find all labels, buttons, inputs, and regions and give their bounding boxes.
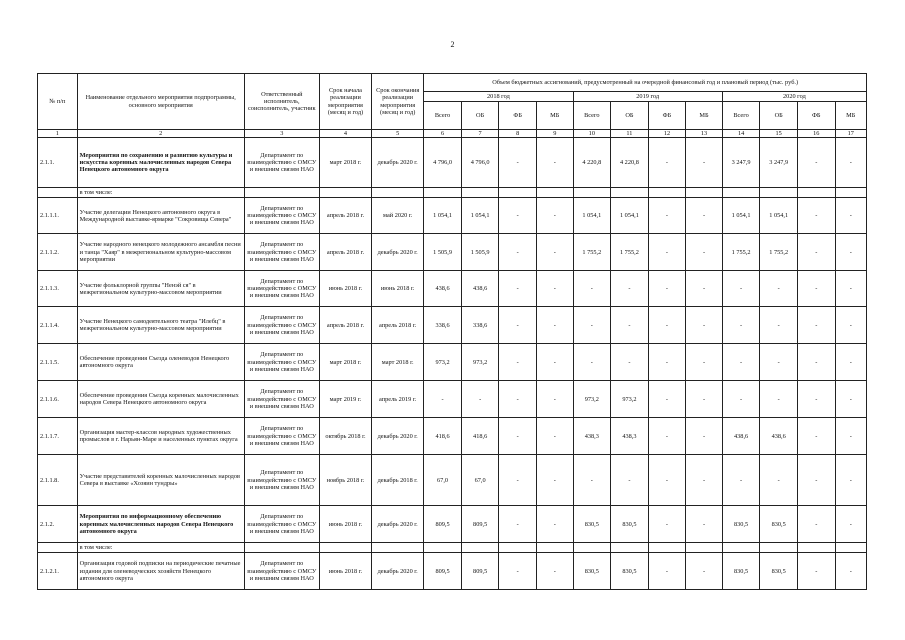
amount-cell: 830,5 <box>611 553 649 590</box>
column-number: 5 <box>372 130 424 138</box>
row-name: Участие народного ненецкого молодежного ансамбля песни и танца "Хаяр" в межрегиональном культурно-массовом мероприятии <box>77 234 244 271</box>
amount-cell: - <box>797 234 835 271</box>
table-row <box>38 506 867 543</box>
column-number: 3 <box>244 130 319 138</box>
table-row <box>38 455 867 506</box>
amount-cell: - <box>648 344 686 381</box>
row-start: июнь 2018 г. <box>319 553 371 590</box>
row-name: Мероприятия по сохранению и развитию культуры и искусства коренных малочисленных народов Севера Ненецкого автономного округа <box>77 138 244 188</box>
row-number: 2.1.1.8. <box>38 455 78 506</box>
empty-cell <box>537 543 574 553</box>
amount-cell: 3 247,9 <box>760 138 798 188</box>
row-number: 2.1.1.4. <box>38 307 78 344</box>
row-responsible: Департамент по взаимодействию с ОМСУ и внешним связям НАО <box>244 344 319 381</box>
amount-cell: - <box>835 418 866 455</box>
amount-cell: 438,3 <box>573 418 611 455</box>
row-responsible: Департамент по взаимодействию с ОМСУ и внешним связям НАО <box>244 198 319 234</box>
empty-cell <box>461 543 499 553</box>
row-start: ноябрь 2018 г. <box>319 455 371 506</box>
row-number: 2.1.1.2. <box>38 234 78 271</box>
amount-cell: - <box>499 271 537 307</box>
row-number: 2.1.1. <box>38 138 78 188</box>
amount-cell: 4 796,0 <box>424 138 462 188</box>
empty-cell <box>573 543 611 553</box>
amount-cell: - <box>760 381 798 418</box>
empty-cell <box>686 188 723 198</box>
amount-cell: - <box>537 418 574 455</box>
row-number: 2.1.1.6. <box>38 381 78 418</box>
amount-cell: - <box>499 506 537 543</box>
subheading-row <box>38 543 867 553</box>
amount-cell: - <box>835 138 866 188</box>
table-row <box>38 271 867 307</box>
subheading-label: в том числе: <box>77 543 244 553</box>
column-number: 15 <box>760 130 798 138</box>
row-responsible: Департамент по взаимодействию с ОМСУ и внешним связям НАО <box>244 307 319 344</box>
amount-cell: 830,5 <box>722 553 760 590</box>
subheading-row <box>38 188 867 198</box>
header-end: Срок окончания реализации мероприятия (месяц и год) <box>372 74 424 130</box>
amount-cell: - <box>537 234 574 271</box>
column-number: 14 <box>722 130 760 138</box>
amount-cell: 809,5 <box>424 506 462 543</box>
header-subcol: ОБ <box>461 102 499 130</box>
table-row <box>38 553 867 590</box>
budget-table <box>37 73 867 590</box>
amount-cell: - <box>648 271 686 307</box>
amount-cell: - <box>686 307 723 344</box>
empty-cell <box>372 543 424 553</box>
header-subcol: ФБ <box>648 102 686 130</box>
column-number: 8 <box>499 130 537 138</box>
amount-cell: - <box>573 455 611 506</box>
empty-cell <box>424 543 462 553</box>
amount-cell: - <box>797 553 835 590</box>
amount-cell: - <box>686 455 723 506</box>
amount-cell: - <box>499 307 537 344</box>
amount-cell: 438,6 <box>760 418 798 455</box>
column-number: 10 <box>573 130 611 138</box>
amount-cell: - <box>835 553 866 590</box>
table-row <box>38 307 867 344</box>
header-responsible: Ответственный исполнитель, соисполнитель, участник <box>244 74 319 130</box>
table-row <box>38 344 867 381</box>
empty-cell <box>38 543 78 553</box>
amount-cell: - <box>797 418 835 455</box>
amount-cell: 438,6 <box>722 418 760 455</box>
row-number: 2.1.1.7. <box>38 418 78 455</box>
row-number: 2.1.1.5. <box>38 344 78 381</box>
amount-cell: - <box>537 455 574 506</box>
amount-cell: 3 247,9 <box>722 138 760 188</box>
empty-cell <box>648 188 686 198</box>
header-subcol: МБ <box>686 102 723 130</box>
amount-cell: - <box>648 198 686 234</box>
amount-cell: - <box>648 418 686 455</box>
amount-cell: 973,2 <box>611 381 649 418</box>
empty-cell <box>611 188 649 198</box>
empty-cell <box>722 188 760 198</box>
amount-cell: 418,6 <box>424 418 462 455</box>
empty-cell <box>424 188 462 198</box>
amount-cell: - <box>573 271 611 307</box>
amount-cell: - <box>686 234 723 271</box>
row-responsible: Департамент по взаимодействию с ОМСУ и внешним связям НАО <box>244 234 319 271</box>
amount-cell: - <box>835 344 866 381</box>
row-responsible: Департамент по взаимодействию с ОМСУ и внешним связям НАО <box>244 381 319 418</box>
amount-cell: - <box>648 307 686 344</box>
row-name: Участие делегации Ненецкого автономного округа в Международной выставке-ярмарке "Сокровища Севера" <box>77 198 244 234</box>
column-number: 13 <box>686 130 723 138</box>
header-name: Наименование отдельного мероприятия подпрограммы, основного мероприятия <box>77 74 244 130</box>
empty-cell <box>797 543 835 553</box>
amount-cell: - <box>424 381 462 418</box>
empty-cell <box>499 543 537 553</box>
amount-cell: - <box>537 553 574 590</box>
amount-cell: - <box>499 381 537 418</box>
row-end: декабрь 2020 г. <box>372 553 424 590</box>
table-row <box>38 234 867 271</box>
header-subcol: МБ <box>835 102 866 130</box>
row-number: 2.1.1.3. <box>38 271 78 307</box>
empty-cell <box>760 543 798 553</box>
row-start: июнь 2018 г. <box>319 271 371 307</box>
row-end: апрель 2018 г. <box>372 307 424 344</box>
amount-cell: 830,5 <box>722 506 760 543</box>
header-subcol: Всего <box>573 102 611 130</box>
amount-cell: 4 220,8 <box>573 138 611 188</box>
row-name: Участие Ненецкого самодеятельного театра "Илебц" в межрегиональном культурно-массовом мероприятии <box>77 307 244 344</box>
row-start: июнь 2018 г. <box>319 506 371 543</box>
amount-cell: - <box>835 198 866 234</box>
amount-cell: 418,6 <box>461 418 499 455</box>
empty-cell <box>760 188 798 198</box>
row-number: 2.1.2. <box>38 506 78 543</box>
amount-cell: - <box>797 455 835 506</box>
amount-cell: - <box>722 455 760 506</box>
row-name: Участие представителей коренных малочисленных народов Севера в выставке «Хозяин тундры» <box>77 455 244 506</box>
row-number: 2.1.2.1. <box>38 553 78 590</box>
amount-cell: - <box>686 418 723 455</box>
header-year-2018: 2018 год <box>424 92 573 102</box>
empty-cell <box>244 188 319 198</box>
amount-cell: - <box>686 198 723 234</box>
amount-cell: 1 755,2 <box>611 234 649 271</box>
amount-cell: 973,2 <box>573 381 611 418</box>
amount-cell: - <box>648 234 686 271</box>
amount-cell: - <box>835 307 866 344</box>
row-end: март 2018 г. <box>372 344 424 381</box>
header-year-2019: 2019 год <box>573 92 722 102</box>
row-start: апрель 2018 г. <box>319 307 371 344</box>
amount-cell: - <box>722 271 760 307</box>
header-start: Срок начала реализации мероприятия (месяц и год) <box>319 74 371 130</box>
table-row <box>38 381 867 418</box>
amount-cell: - <box>722 307 760 344</box>
empty-cell <box>722 543 760 553</box>
amount-cell: - <box>797 198 835 234</box>
row-end: декабрь 2018 г. <box>372 455 424 506</box>
row-start: март 2019 г. <box>319 381 371 418</box>
column-number: 1 <box>38 130 78 138</box>
amount-cell: - <box>537 307 574 344</box>
amount-cell: - <box>686 344 723 381</box>
header-subcol: ФБ <box>797 102 835 130</box>
row-end: апрель 2019 г. <box>372 381 424 418</box>
row-name: Участие фольклорной группы "Ненэй ся" в межрегиональном культурно-массовом мероприятии <box>77 271 244 307</box>
row-number: 2.1.1.1. <box>38 198 78 234</box>
amount-cell: - <box>835 234 866 271</box>
row-responsible: Департамент по взаимодействию с ОМСУ и внешним связям НАО <box>244 455 319 506</box>
table-row <box>38 418 867 455</box>
column-number: 6 <box>424 130 462 138</box>
empty-cell <box>499 188 537 198</box>
column-number: 11 <box>611 130 649 138</box>
amount-cell: - <box>797 344 835 381</box>
amount-cell: 830,5 <box>573 506 611 543</box>
header-subcol: Всего <box>722 102 760 130</box>
amount-cell: 1 054,1 <box>722 198 760 234</box>
row-responsible: Департамент по взаимодействию с ОМСУ и внешним связям НАО <box>244 553 319 590</box>
empty-cell <box>319 543 371 553</box>
column-number: 12 <box>648 130 686 138</box>
empty-cell <box>835 543 866 553</box>
row-name: Организация годовой подписки на периодические печатные издания для оленеводческих хозяйств Ненецкого автономного округа <box>77 553 244 590</box>
amount-cell: - <box>686 381 723 418</box>
amount-cell: - <box>686 271 723 307</box>
empty-cell <box>372 188 424 198</box>
table-row <box>38 198 867 234</box>
amount-cell: 1 054,1 <box>611 198 649 234</box>
amount-cell: - <box>722 344 760 381</box>
amount-cell: - <box>760 455 798 506</box>
amount-cell: - <box>499 553 537 590</box>
row-end: июнь 2018 г. <box>372 271 424 307</box>
amount-cell: - <box>760 307 798 344</box>
row-start: октябрь 2018 г. <box>319 418 371 455</box>
row-start: март 2018 г. <box>319 344 371 381</box>
amount-cell: 973,2 <box>461 344 499 381</box>
amount-cell: 809,5 <box>461 506 499 543</box>
amount-cell: - <box>611 344 649 381</box>
row-name: Мероприятия по информационному обеспечению коренных малочисленных народов Севера Ненецкого автономного округа <box>77 506 244 543</box>
header-subcol: Всего <box>424 102 462 130</box>
amount-cell: 809,5 <box>461 553 499 590</box>
subheading-label: в том числе: <box>77 188 244 198</box>
empty-cell <box>648 543 686 553</box>
amount-cell: - <box>722 381 760 418</box>
amount-cell: - <box>648 455 686 506</box>
amount-cell: - <box>499 418 537 455</box>
amount-cell: - <box>648 138 686 188</box>
amount-cell: - <box>537 381 574 418</box>
row-responsible: Департамент по взаимодействию с ОМСУ и внешним связям НАО <box>244 418 319 455</box>
empty-cell <box>573 188 611 198</box>
amount-cell: 67,0 <box>461 455 499 506</box>
header-subcol: ОБ <box>611 102 649 130</box>
amount-cell: 4 796,0 <box>461 138 499 188</box>
row-end: май 2020 г. <box>372 198 424 234</box>
empty-cell <box>38 188 78 198</box>
amount-cell: 438,6 <box>461 271 499 307</box>
amount-cell: 973,2 <box>424 344 462 381</box>
amount-cell: 1 755,2 <box>573 234 611 271</box>
header-funding: Объем бюджетных ассигнований, предусмотренный на очередной финансовый год и плановый период (тыс. руб.) <box>424 74 867 92</box>
empty-cell <box>537 188 574 198</box>
amount-cell: - <box>499 455 537 506</box>
amount-cell: - <box>797 271 835 307</box>
amount-cell: - <box>835 506 866 543</box>
column-number: 2 <box>77 130 244 138</box>
row-end: декабрь 2020 г. <box>372 418 424 455</box>
amount-cell: 809,5 <box>424 553 462 590</box>
amount-cell: - <box>648 381 686 418</box>
amount-cell: - <box>611 307 649 344</box>
row-name: Обеспечение проведения Съезда оленеводов Ненецкого автономного округа <box>77 344 244 381</box>
amount-cell: - <box>686 553 723 590</box>
row-start: апрель 2018 г. <box>319 234 371 271</box>
amount-cell: 830,5 <box>611 506 649 543</box>
row-name: Обеспечение проведения Съезда коренных малочисленных народов Севера Ненецкого автономного округа <box>77 381 244 418</box>
amount-cell: - <box>611 271 649 307</box>
amount-cell: - <box>835 455 866 506</box>
row-responsible: Департамент по взаимодействию с ОМСУ и внешним связям НАО <box>244 138 319 188</box>
empty-cell <box>611 543 649 553</box>
column-number: 7 <box>461 130 499 138</box>
page-number: 2 <box>450 40 455 49</box>
amount-cell: - <box>648 506 686 543</box>
amount-cell: - <box>760 271 798 307</box>
amount-cell: - <box>499 344 537 381</box>
amount-cell: 1 054,1 <box>760 198 798 234</box>
row-end: декабрь 2020 г. <box>372 234 424 271</box>
amount-cell: - <box>686 506 723 543</box>
row-name: Организация мастер-классов народных художественных промыслов в г. Нарьян-Маре и населенных пунктах округа <box>77 418 244 455</box>
row-responsible: Департамент по взаимодействию с ОМСУ и внешним связям НАО <box>244 271 319 307</box>
header-subcol: МБ <box>537 102 574 130</box>
amount-cell: 438,6 <box>424 271 462 307</box>
empty-cell <box>244 543 319 553</box>
amount-cell: 830,5 <box>760 506 798 543</box>
amount-cell: - <box>499 138 537 188</box>
amount-cell: 338,6 <box>461 307 499 344</box>
amount-cell: - <box>499 198 537 234</box>
amount-cell: 67,0 <box>424 455 462 506</box>
row-end: декабрь 2020 г. <box>372 506 424 543</box>
table-row <box>38 138 867 188</box>
amount-cell: 1 755,2 <box>722 234 760 271</box>
amount-cell: - <box>537 138 574 188</box>
amount-cell: 1 054,1 <box>424 198 462 234</box>
amount-cell: - <box>537 271 574 307</box>
amount-cell: 830,5 <box>760 553 798 590</box>
amount-cell: - <box>648 553 686 590</box>
amount-cell: 1 505,9 <box>461 234 499 271</box>
row-responsible: Департамент по взаимодействию с ОМСУ и внешним связям НАО <box>244 506 319 543</box>
header-num: № п/п <box>38 74 78 130</box>
amount-cell: - <box>573 307 611 344</box>
column-number: 16 <box>797 130 835 138</box>
empty-cell <box>686 543 723 553</box>
amount-cell: - <box>835 381 866 418</box>
header-subcol: ОБ <box>760 102 798 130</box>
amount-cell: - <box>760 344 798 381</box>
row-end: декабрь 2020 г. <box>372 138 424 188</box>
amount-cell: 1 505,9 <box>424 234 462 271</box>
amount-cell: 1 054,1 <box>461 198 499 234</box>
empty-cell <box>319 188 371 198</box>
amount-cell: 4 220,8 <box>611 138 649 188</box>
amount-cell: 1 755,2 <box>760 234 798 271</box>
row-start: апрель 2018 г. <box>319 198 371 234</box>
amount-cell: - <box>461 381 499 418</box>
amount-cell: 830,5 <box>573 553 611 590</box>
header-subcol: ФБ <box>499 102 537 130</box>
column-number: 17 <box>835 130 866 138</box>
empty-cell <box>835 188 866 198</box>
amount-cell: - <box>797 381 835 418</box>
amount-cell: - <box>537 198 574 234</box>
amount-cell: 338,6 <box>424 307 462 344</box>
amount-cell: - <box>537 344 574 381</box>
row-start: март 2018 г. <box>319 138 371 188</box>
amount-cell: 1 054,1 <box>573 198 611 234</box>
header-year-2020: 2020 год <box>722 92 866 102</box>
empty-cell <box>461 188 499 198</box>
amount-cell: - <box>499 234 537 271</box>
amount-cell: 438,3 <box>611 418 649 455</box>
amount-cell: - <box>686 138 723 188</box>
amount-cell: - <box>797 138 835 188</box>
column-number: 4 <box>319 130 371 138</box>
column-number: 9 <box>537 130 574 138</box>
amount-cell: - <box>835 271 866 307</box>
amount-cell: - <box>537 506 574 543</box>
empty-cell <box>797 188 835 198</box>
amount-cell: - <box>573 344 611 381</box>
amount-cell: - <box>611 455 649 506</box>
amount-cell: - <box>797 307 835 344</box>
amount-cell: - <box>797 506 835 543</box>
